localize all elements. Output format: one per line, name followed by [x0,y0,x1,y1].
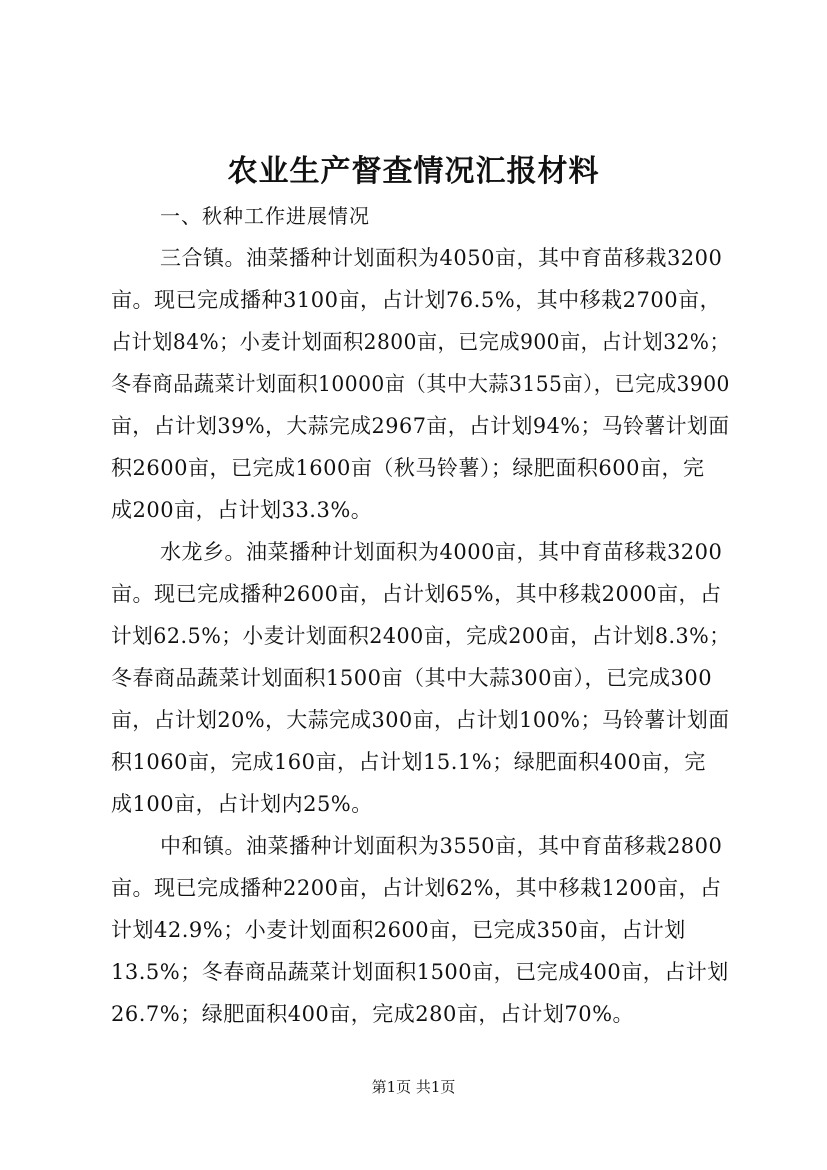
paragraph-line: 积1060亩，完成160亩，占计划15.1%；绿肥面积400亩，完 [111,750,706,774]
paragraph-line: 26.7%；绿肥面积400亩，完成280亩，占计划70%。 [111,1002,635,1026]
paragraph-line: 成100亩，占计划内25%。 [111,792,373,816]
paragraph-line: 计划42.9%；小麦计划面积2600亩，已完成350亩，占计划 [111,918,686,942]
paragraph-line: 冬春商品蔬菜计划面积10000亩（其中大蒜3155亩），已完成3900 [111,372,730,396]
paragraph-line: 亩。现已完成播种2600亩，占计划65%，其中移栽2000亩，占 [111,582,722,606]
paragraph-line: 亩，占计划39%，大蒜完成2967亩，占计划94%；马铃薯计划面 [111,414,730,438]
paragraph-line: 积2600亩，已完成1600亩（秋马铃薯）；绿肥面积600亩，完 [111,456,705,480]
paragraph-line: 计划62.5%；小麦计划面积2400亩，完成200亩，占计划8.3%； [111,624,731,648]
paragraph-line: 成200亩，占计划33.3%。 [111,498,373,522]
paragraph-line: 亩，占计划20%，大蒜完成300亩，占计划100%；马铃薯计划面 [111,708,730,732]
paragraph-line: 亩。现已完成播种3100亩，占计划76.5%，其中移栽2700亩， [111,288,722,312]
paragraph-line: 中和镇。油菜播种计划面积为3550亩，其中育苗移栽2800 [160,834,723,858]
document-title: 农业生产督查情况汇报材料 [227,154,600,189]
paragraph-line: 三合镇。油菜播种计划面积为4050亩，其中育苗移栽3200 [160,246,723,270]
paragraph-line: 13.5%；冬春商品蔬菜计划面积1500亩，已完成400亩，占计划 [111,960,729,984]
paragraph-line: 水龙乡。油菜播种计划面积为4000亩，其中育苗移栽3200 [160,540,723,564]
paragraph-line: 占计划84%；小麦计划面积2800亩，已完成900亩，占计划32%； [111,330,731,354]
page-footer: 第1页 共1页 [371,1078,456,1096]
paragraph-line: 冬春商品蔬菜计划面积1500亩（其中大蒜300亩），已完成300 [111,666,713,690]
section-heading: 一、秋种工作进展情况 [160,204,370,228]
paragraph-line: 亩。现已完成播种2200亩，占计划62%，其中移栽1200亩，占 [111,876,722,900]
